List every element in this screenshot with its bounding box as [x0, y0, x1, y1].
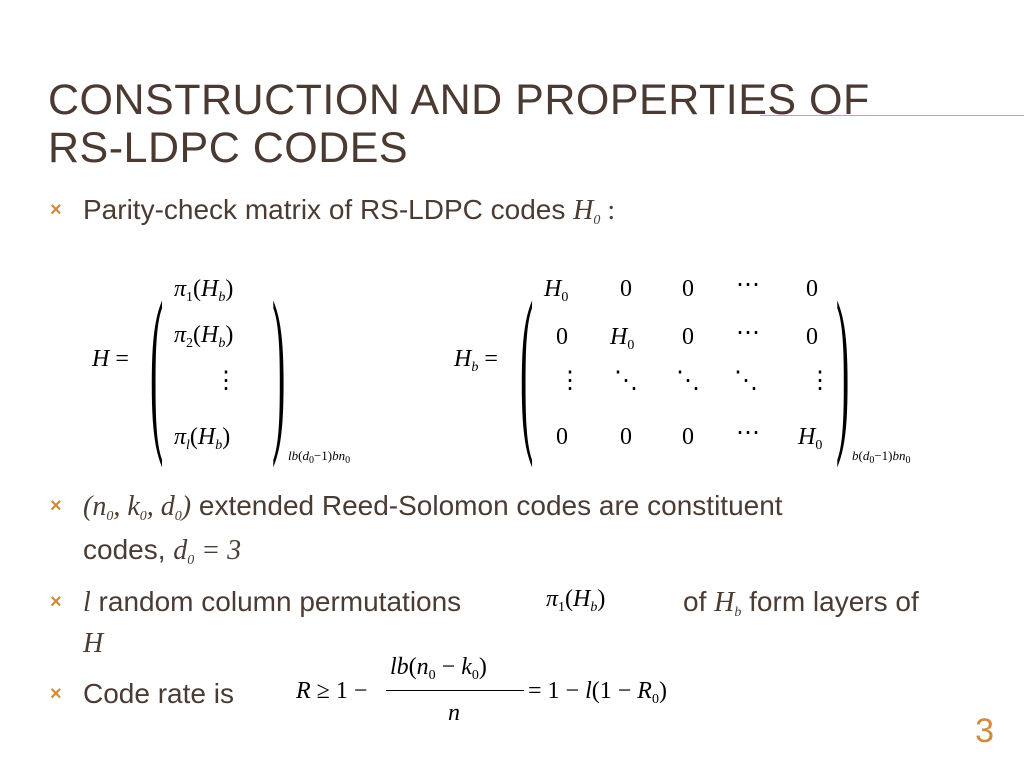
- right-paren: ): [836, 262, 850, 470]
- slide-title-line-2: RS-LDPC CODES: [48, 124, 409, 172]
- hb-cell: $H_0$: [610, 324, 635, 353]
- h-row-2: $\pi_2(H_b)$: [174, 322, 234, 351]
- hb-cell: 0: [682, 324, 694, 350]
- hb-cell: 0: [682, 276, 694, 302]
- bullet-text: Code rate is: [83, 678, 234, 709]
- hb-cell: 0: [620, 276, 632, 302]
- hb-symbol: $H_b$: [714, 587, 742, 620]
- bullet-x-icon: ×: [50, 495, 62, 517]
- bullet-text-of: of: [683, 586, 715, 617]
- h0-symbol: $H_0$: [573, 195, 601, 228]
- hb-cell: $H_0$: [544, 276, 569, 305]
- hb-cell: ⋱: [614, 368, 638, 394]
- bullet-text: random column permutations: [90, 586, 462, 617]
- bullet-text-end: form layers of: [741, 586, 919, 617]
- h-symbol: H: [83, 628, 104, 659]
- hb-cell: 0: [806, 276, 818, 302]
- hb-cell: ⋱: [734, 368, 758, 394]
- rate-numerator: $lb(n_0 - k_0)$: [390, 654, 487, 683]
- bullet-x-icon: ×: [50, 683, 62, 705]
- slide-title-line-1: CONSTRUCTION AND PROPERTIES OF: [48, 76, 870, 124]
- page-number: 3: [975, 712, 994, 750]
- hb-cell: 0: [682, 424, 694, 450]
- left-paren: (: [520, 262, 534, 470]
- h-row-vdots: ⋮: [214, 368, 238, 394]
- hb-cell: ⋯: [736, 272, 760, 298]
- fraction-bar: [386, 690, 524, 691]
- bullet-x-icon: ×: [50, 199, 62, 221]
- bullet-x-icon: ×: [50, 591, 62, 613]
- hb-cell: ⋮: [808, 368, 832, 394]
- hb-cell: ⋱: [676, 368, 700, 394]
- h-matrix-lhs: H =: [92, 346, 129, 372]
- d0-equals-3: $d_0 = 3$: [173, 535, 242, 568]
- rate-denominator: n: [448, 700, 460, 726]
- left-paren: (: [150, 262, 164, 470]
- hb-cell: $H_0$: [798, 424, 823, 453]
- hb-cell: 0: [556, 424, 568, 450]
- hb-cell: 0: [556, 324, 568, 350]
- title-rule: [760, 115, 1024, 116]
- bullet-text: Parity-check matrix of RS-LDPC codes: [83, 194, 574, 225]
- h-row-1: $\pi_1(H_b)$: [174, 276, 234, 305]
- hb-cell: ⋮: [558, 368, 582, 394]
- right-paren: ): [272, 262, 286, 470]
- h-dimension: $lb(d_0-1)bn_0$: [288, 448, 351, 466]
- colon: :: [600, 195, 616, 226]
- rate-rhs: = $1 - l(1 - R_0)$: [528, 678, 667, 707]
- rate-lhs: R ≥ 1 −: [296, 678, 368, 704]
- hb-dimension: $b(d_0-1)bn_0$: [852, 448, 911, 466]
- hb-cell: ⋯: [736, 420, 760, 446]
- h-row-l: $\pi_l(H_b)$: [174, 424, 231, 453]
- hb-cell: 0: [620, 424, 632, 450]
- n0-k0-d0-math: ($n_0$, $k_0$, $d_0$): [83, 491, 192, 524]
- hb-matrix-lhs: $H_b$ =: [454, 346, 498, 375]
- l-symbol: l: [83, 587, 91, 618]
- inline-permutation-pi1-hb: $\pi_1(H_b)$: [546, 586, 606, 615]
- bullet-text-2: codes,: [83, 534, 174, 565]
- slide-title: [48, 76, 870, 172]
- hb-cell: 0: [806, 324, 818, 350]
- hb-cell: ⋯: [736, 320, 760, 346]
- bullet-text: extended Reed-Solomon codes are constituent: [191, 490, 783, 521]
